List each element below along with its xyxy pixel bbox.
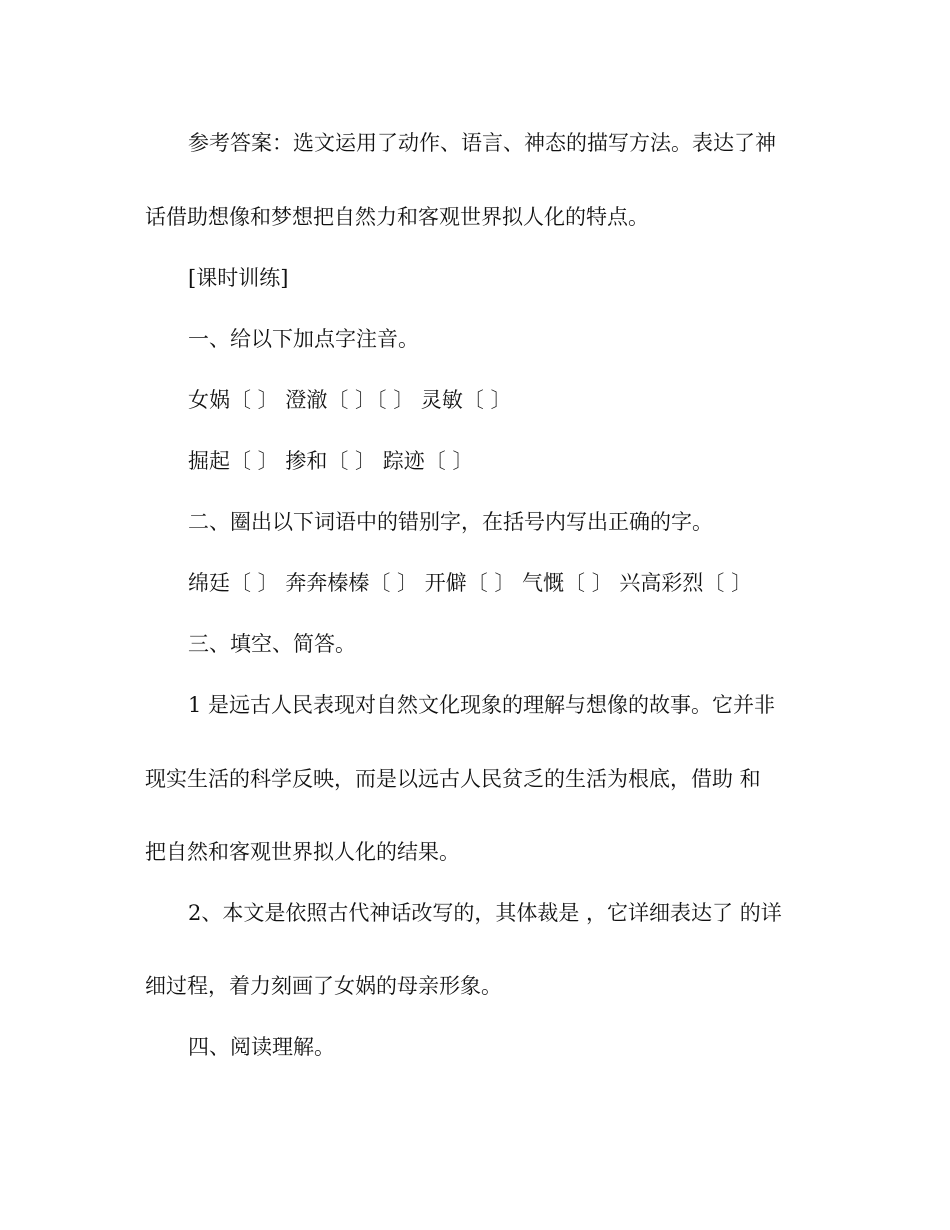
- question-1-items-row-2: 掘起〔 〕 掺和〔 〕 踪迹〔 〕: [188, 449, 474, 473]
- reference-answer-line-1: 参考答案：选文运用了动作、语言、神态的描写方法。表达了神: [188, 131, 776, 155]
- question-3-item-1-line-3: 把自然和客观世界拟人化的结果。: [145, 840, 460, 864]
- question-3-heading: 三、填空、简答。: [188, 632, 356, 656]
- reference-answer-line-2: 话借助想像和梦想把自然力和客观世界拟人化的特点。: [145, 205, 649, 229]
- question-4-heading: 四、阅读理解。: [188, 1035, 335, 1059]
- question-1-heading: 一、给以下加点字注音。: [188, 327, 419, 351]
- question-2-items: 绵廷〔 〕 奔奔榛榛〔 〕 开僻〔 〕 气慨〔 〕 兴高彩烈〔 〕: [188, 571, 753, 595]
- question-3-item-2-line-2: 细过程，着力刻画了女娲的母亲形象。: [145, 974, 502, 998]
- question-1-items-row-1: 女娲〔 〕 澄澈〔 〕〔 〕 灵敏〔 〕: [188, 388, 512, 412]
- question-2-heading: 二、圈出以下词语中的错别字，在括号内写出正确的字。: [188, 510, 713, 534]
- question-3-item-1-line-1: 1 是远古人民表现对自然文化现象的理解与想像的故事。它并非: [188, 693, 776, 717]
- section-heading-practice: [课时训练]: [188, 266, 289, 290]
- question-3-item-2-line-1: 2、本文是依照古代神话改写的，其体裁是 ，它详细表达了 的详: [188, 901, 782, 925]
- question-3-item-1-line-2: 现实生活的科学反映，而是以远古人民贫乏的生活为根底，借助 和: [145, 767, 761, 791]
